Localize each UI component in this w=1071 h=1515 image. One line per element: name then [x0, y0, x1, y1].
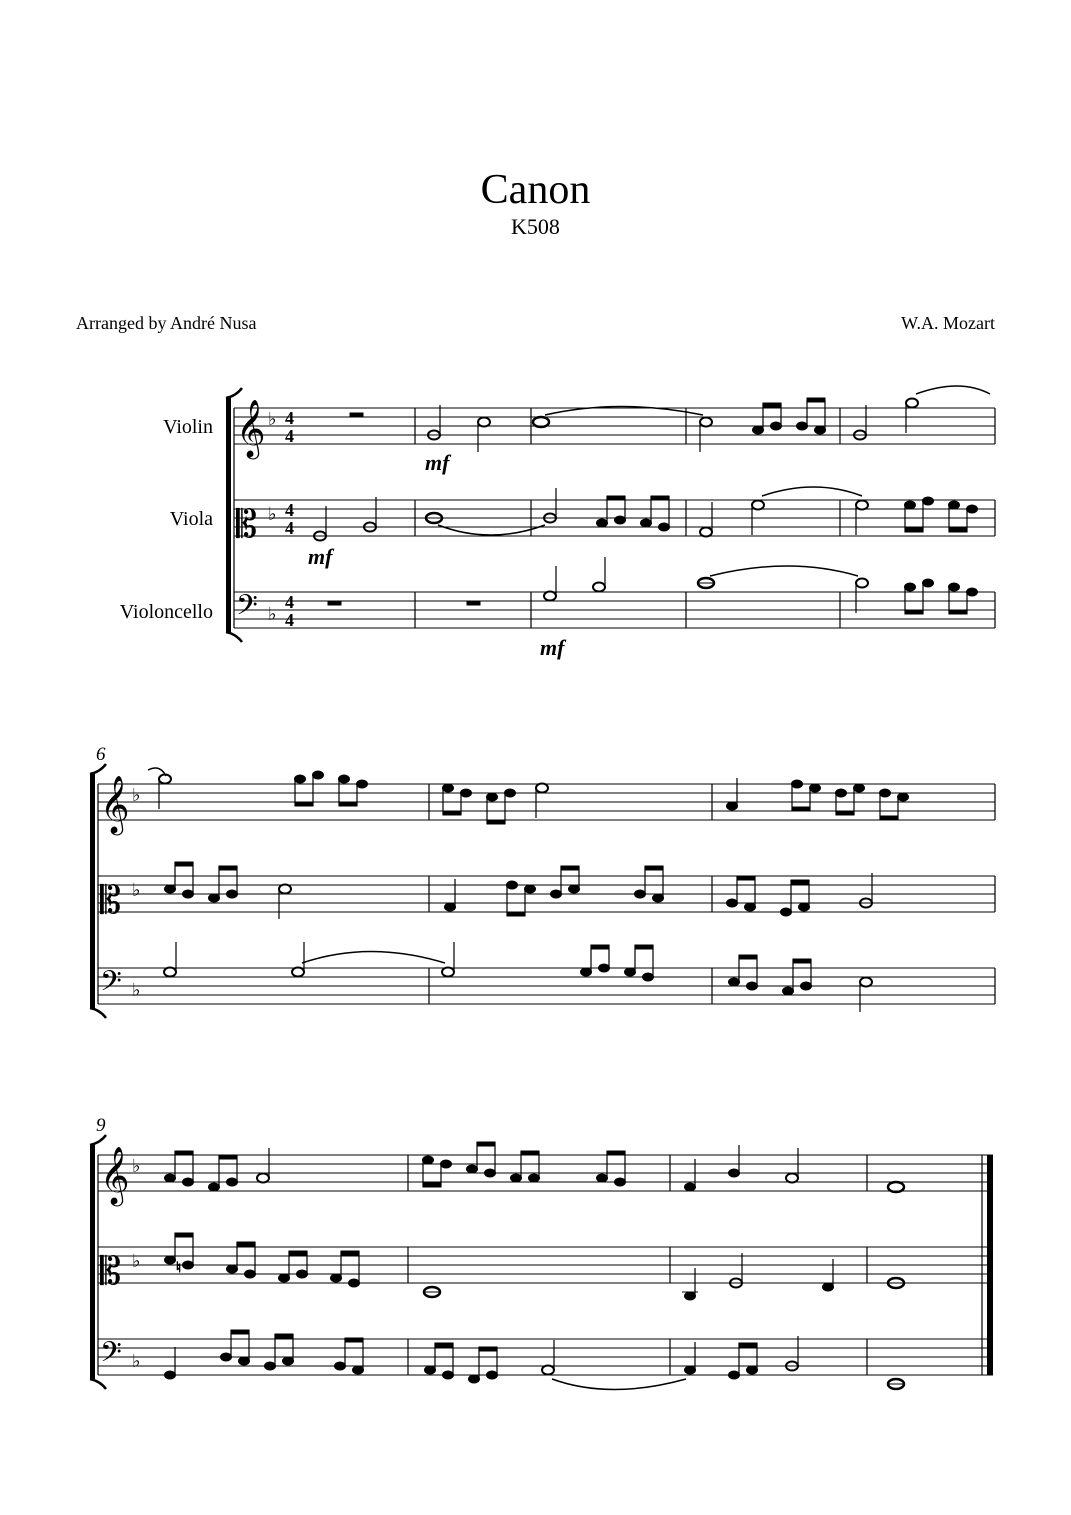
note-eighth: [810, 784, 821, 792]
note-eighth: [569, 885, 580, 893]
note-eighth: [335, 1362, 346, 1370]
note-eighth: [469, 1375, 480, 1383]
note-eighth: [597, 519, 608, 527]
note-eighth: [227, 1265, 238, 1273]
note-half: [542, 1366, 554, 1375]
note-eighth: [511, 1174, 522, 1182]
system-1: [120, 386, 995, 660]
treble-clef-icon: 𝄞: [100, 1147, 130, 1203]
bass-clef-icon: 𝄢: [100, 967, 122, 1004]
note-eighth: [581, 968, 592, 976]
tie: [710, 566, 858, 576]
whole-rest: [467, 601, 480, 605]
note-eighth: [799, 903, 810, 911]
instrument-label-cello: Violoncello: [119, 601, 213, 623]
note-half: [442, 968, 454, 977]
note-half: [164, 968, 176, 977]
note-eighth: [797, 422, 808, 430]
note-eighth: [485, 1169, 496, 1177]
flat-icon: ♭: [132, 980, 141, 1000]
bass-clef-icon: 𝄢: [236, 591, 258, 628]
time-sig-denominator: 4: [285, 426, 294, 446]
note-eighth: [467, 1165, 478, 1173]
note-eighth: [221, 1353, 232, 1361]
score-title: Canon: [480, 167, 591, 213]
note-eighth: [747, 982, 758, 990]
note-eighth: [753, 426, 764, 434]
note-half: [786, 1174, 798, 1183]
notes-violin: [148, 768, 909, 824]
note-eighth: [297, 1270, 308, 1278]
alto-clef-icon: 𝄡: [100, 880, 122, 922]
alto-clef-icon: 𝄡: [236, 504, 258, 546]
note-eighth: [443, 1371, 454, 1379]
note-eighth: [551, 890, 562, 898]
notes-violin: [165, 1142, 905, 1192]
note-quarter: [729, 1169, 740, 1177]
notes-viola: [165, 1233, 905, 1300]
note-eighth: [815, 426, 826, 434]
note-half: [856, 579, 868, 588]
note-eighth: [727, 899, 738, 907]
treble-clef-icon: 𝄞: [100, 776, 130, 832]
note-half: [159, 775, 171, 784]
note-eighth: [967, 588, 978, 596]
notes-viola: [314, 487, 978, 541]
dynamic-marking: mf: [540, 635, 565, 660]
bass-clef-icon: 𝄢: [100, 1338, 122, 1375]
note-eighth: [423, 1156, 434, 1164]
note-half: [860, 978, 872, 987]
time-sig-numerator: 4: [285, 500, 294, 520]
note-eighth: [227, 1178, 238, 1186]
note-eighth: [283, 1357, 294, 1365]
time-sig-numerator: 4: [285, 592, 294, 612]
note-eighth: [441, 1160, 452, 1168]
note-eighth: [643, 973, 654, 981]
note-eighth: [615, 1178, 626, 1186]
measure-number: 9: [96, 1115, 106, 1136]
tie: [302, 952, 445, 964]
note-eighth: [801, 982, 812, 990]
note-eighth: [487, 793, 498, 801]
note-eighth: [183, 890, 194, 898]
staff-cello: [98, 1339, 993, 1375]
note-eighth: [923, 497, 934, 505]
measure-number: 6: [96, 744, 106, 765]
note-half: [536, 784, 548, 793]
note-half: [856, 501, 868, 510]
note-eighth: [898, 793, 909, 801]
note-half: [700, 418, 712, 427]
whole-rest: [350, 413, 363, 417]
note-eighth: [625, 968, 636, 976]
note-eighth: [443, 784, 454, 792]
staff-violin: [234, 408, 995, 444]
note-eighth: [239, 1357, 250, 1365]
tie: [916, 386, 990, 394]
note-half: [906, 399, 918, 408]
note-eighth: [525, 885, 536, 893]
note-eighth: [635, 890, 646, 898]
note-eighth: [747, 1366, 758, 1374]
note-eighth: [641, 519, 652, 527]
note-eighth: [729, 1371, 740, 1379]
note-eighth: [183, 1261, 194, 1269]
note-eighth: [331, 1274, 342, 1282]
natural-icon: ♮: [176, 1261, 182, 1276]
alto-clef-icon: 𝄡: [100, 1251, 122, 1293]
note-eighth: [597, 1174, 608, 1182]
note-quarter: [685, 1183, 696, 1191]
note-half: [700, 528, 712, 537]
time-sig-denominator: 4: [285, 518, 294, 538]
note-eighth: [949, 583, 960, 591]
system-3: [90, 1115, 993, 1390]
notes-viola: [165, 862, 873, 919]
treble-clef-icon: 𝄞: [236, 400, 266, 456]
notes-cello: [328, 557, 978, 614]
note-eighth: [265, 1362, 276, 1370]
note-half: [593, 583, 605, 592]
flat-icon: ♭: [268, 409, 277, 429]
flat-icon: ♭: [132, 785, 141, 805]
note-eighth: [771, 422, 782, 430]
note-eighth: [353, 1366, 364, 1374]
flat-icon: ♭: [132, 1251, 141, 1271]
note-eighth: [349, 1279, 360, 1287]
whole-rest: [328, 601, 341, 605]
staff-viola: [234, 500, 995, 536]
note-eighth: [781, 908, 792, 916]
note-eighth: [783, 987, 794, 995]
note-eighth: [745, 903, 756, 911]
note-eighth: [792, 780, 803, 788]
note-quarter: [685, 1292, 696, 1300]
note-eighth: [245, 1270, 256, 1278]
note-eighth: [425, 1366, 436, 1374]
note-eighth: [183, 1178, 194, 1186]
note-half: [279, 885, 291, 894]
note-eighth: [461, 789, 472, 797]
dynamic-marking: mf: [308, 544, 333, 569]
note-quarter: [165, 1371, 176, 1379]
flat-icon: ♭: [132, 1351, 141, 1371]
note-quarter: [823, 1283, 834, 1291]
note-eighth: [599, 964, 610, 972]
note-eighth: [659, 523, 670, 531]
note-eighth: [227, 890, 238, 898]
note-eighth: [880, 789, 891, 797]
time-sig-numerator: 4: [285, 408, 294, 428]
note-eighth: [967, 505, 978, 513]
note-eighth: [487, 1371, 498, 1379]
note-eighth: [729, 978, 740, 986]
note-eighth: [209, 1183, 220, 1191]
note-eighth: [529, 1174, 540, 1182]
dynamic-marking: mf: [425, 450, 450, 475]
note-half: [478, 418, 490, 427]
instrument-label-viola: Viola: [169, 508, 213, 530]
note-eighth: [339, 775, 350, 783]
score-subtitle: K508: [511, 214, 560, 239]
note-eighth: [615, 516, 626, 524]
note-eighth: [165, 1256, 176, 1264]
tie: [552, 1379, 686, 1390]
time-sig-denominator: 4: [285, 610, 294, 630]
note-half: [257, 1174, 269, 1183]
note-eighth: [923, 579, 934, 587]
note-eighth: [279, 1274, 290, 1282]
flat-icon: ♭: [132, 1156, 141, 1176]
note-quarter: [685, 1366, 696, 1374]
note-eighth: [653, 894, 664, 902]
system-2: [90, 744, 995, 1018]
note-eighth: [313, 771, 324, 779]
note-quarter: [727, 802, 738, 810]
note-eighth: [505, 789, 516, 797]
note-half: [752, 501, 764, 510]
instrument-label-violin: Violin: [163, 416, 213, 438]
notes-violin: [350, 386, 990, 452]
note-eighth: [905, 501, 916, 509]
flat-icon: ♭: [268, 504, 277, 524]
note-half: [544, 592, 556, 601]
flat-icon: ♭: [132, 880, 141, 900]
arranger-credit: Arranged by André Nusa: [76, 313, 257, 333]
note-quarter: [445, 903, 456, 911]
note-eighth: [836, 789, 847, 797]
note-eighth: [165, 1174, 176, 1182]
time-signatures: [285, 408, 294, 630]
note-half: [292, 968, 304, 977]
note-eighth: [357, 780, 368, 788]
note-eighth: [165, 885, 176, 893]
staff-cello: [234, 592, 995, 628]
note-eighth: [905, 583, 916, 591]
note-eighth: [854, 784, 865, 792]
note-eighth: [295, 775, 306, 783]
composer-credit: W.A. Mozart: [901, 313, 995, 333]
note-eighth: [507, 881, 518, 889]
tie: [762, 487, 862, 496]
final-barline: [987, 1155, 993, 1375]
flat-icon: ♭: [268, 604, 277, 624]
note-eighth: [209, 894, 220, 902]
note-eighth: [949, 501, 960, 509]
